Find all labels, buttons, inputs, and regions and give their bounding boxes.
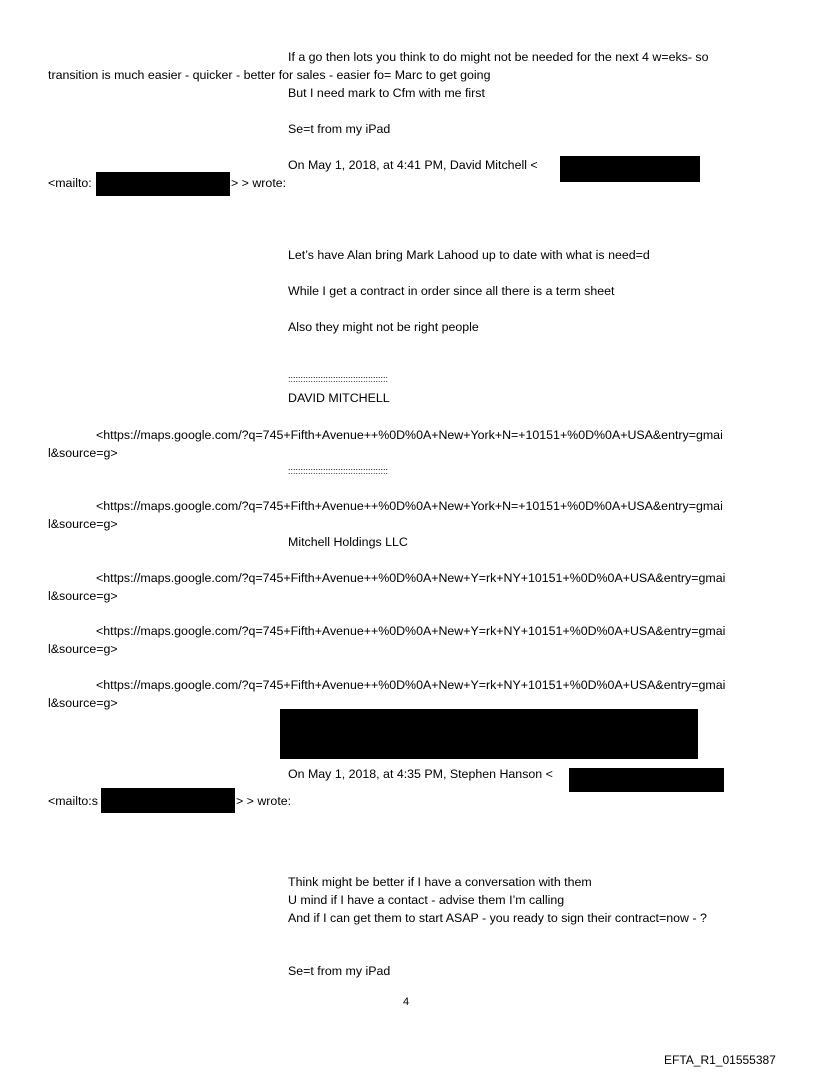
map-link[interactable]: <https://maps.google.com/?q=745+Fifth+Avenue++%0D%0A+New+Y=rk+NY+10151+%0D%0A+USA&entry=gmai xyxy=(96,571,726,585)
map-link-continued[interactable]: l&source=g> xyxy=(48,589,118,603)
email-body-line: And if I can get them to start ASAP - you ready to sign their contract=now - ? xyxy=(288,911,707,925)
signature-name: DAVID MITCHELL xyxy=(288,391,390,405)
email-line: But I need mark to Cfm with me first xyxy=(288,86,485,100)
map-link-continued[interactable]: l&source=g> xyxy=(48,642,118,656)
email-line: transition is much easier - quicker - better for sales - easier fo= Marc to get going xyxy=(48,68,491,82)
map-link[interactable]: <https://maps.google.com/?q=745+Fifth+Avenue++%0D%0A+New+York+N=+10151+%0D%0A+USA&entry=gmai xyxy=(96,499,723,513)
reply-header: On May 1, 2018, at 4:41 PM, David Mitchell < xyxy=(288,158,538,172)
mailto-prefix: <mailto:s xyxy=(48,794,98,808)
redaction-box xyxy=(560,156,700,182)
redaction-box xyxy=(96,172,230,196)
signature-divider: :::::::::::::::::::::::::::::::::::::::: xyxy=(288,374,389,384)
email-line: If a go then lots you think to do might not be needed for the next 4 w=eks- so xyxy=(288,50,709,64)
map-link-continued[interactable]: l&source=g> xyxy=(48,446,118,460)
bates-number: EFTA_R1_01555387 xyxy=(664,1053,776,1067)
map-link-continued[interactable]: l&source=g> xyxy=(48,517,118,531)
sent-from: Se=t from my iPad xyxy=(288,964,391,978)
email-body-line: Also they might not be right people xyxy=(288,320,479,334)
sent-from: Se=t from my iPad xyxy=(288,122,391,136)
redaction-box xyxy=(569,768,724,792)
redaction-box xyxy=(101,788,235,813)
signature-divider: :::::::::::::::::::::::::::::::::::::::: xyxy=(288,466,389,476)
mailto-suffix: > > wrote: xyxy=(236,794,292,808)
page-number: 4 xyxy=(403,996,410,1008)
reply-header: On May 1, 2018, at 4:35 PM, Stephen Hanson < xyxy=(288,767,553,781)
map-link[interactable]: <https://maps.google.com/?q=745+Fifth+Avenue++%0D%0A+New+Y=rk+NY+10151+%0D%0A+USA&entry=gmai xyxy=(96,678,726,692)
map-link-continued[interactable]: l&source=g> xyxy=(48,696,118,710)
company-name: Mitchell Holdings LLC xyxy=(288,535,408,549)
map-link[interactable]: <https://maps.google.com/?q=745+Fifth+Avenue++%0D%0A+New+York+N=+10151+%0D%0A+USA&entry=gmai xyxy=(96,428,723,442)
email-body-line: While I get a contract in order since all there is a term sheet xyxy=(288,284,615,298)
email-body-line: Let’s have Alan bring Mark Lahood up to date with what is need=d xyxy=(288,248,650,262)
email-body-line: Think might be better if I have a conversation with them xyxy=(288,875,592,889)
email-body-line: U mind if I have a contact - advise them I’m calling xyxy=(288,893,565,907)
map-link[interactable]: <https://maps.google.com/?q=745+Fifth+Avenue++%0D%0A+New+Y=rk+NY+10151+%0D%0A+USA&entry=gmai xyxy=(96,624,726,638)
mailto-suffix: > > wrote: xyxy=(231,176,287,190)
redaction-box xyxy=(280,709,698,759)
mailto-prefix: <mailto: xyxy=(48,176,92,190)
